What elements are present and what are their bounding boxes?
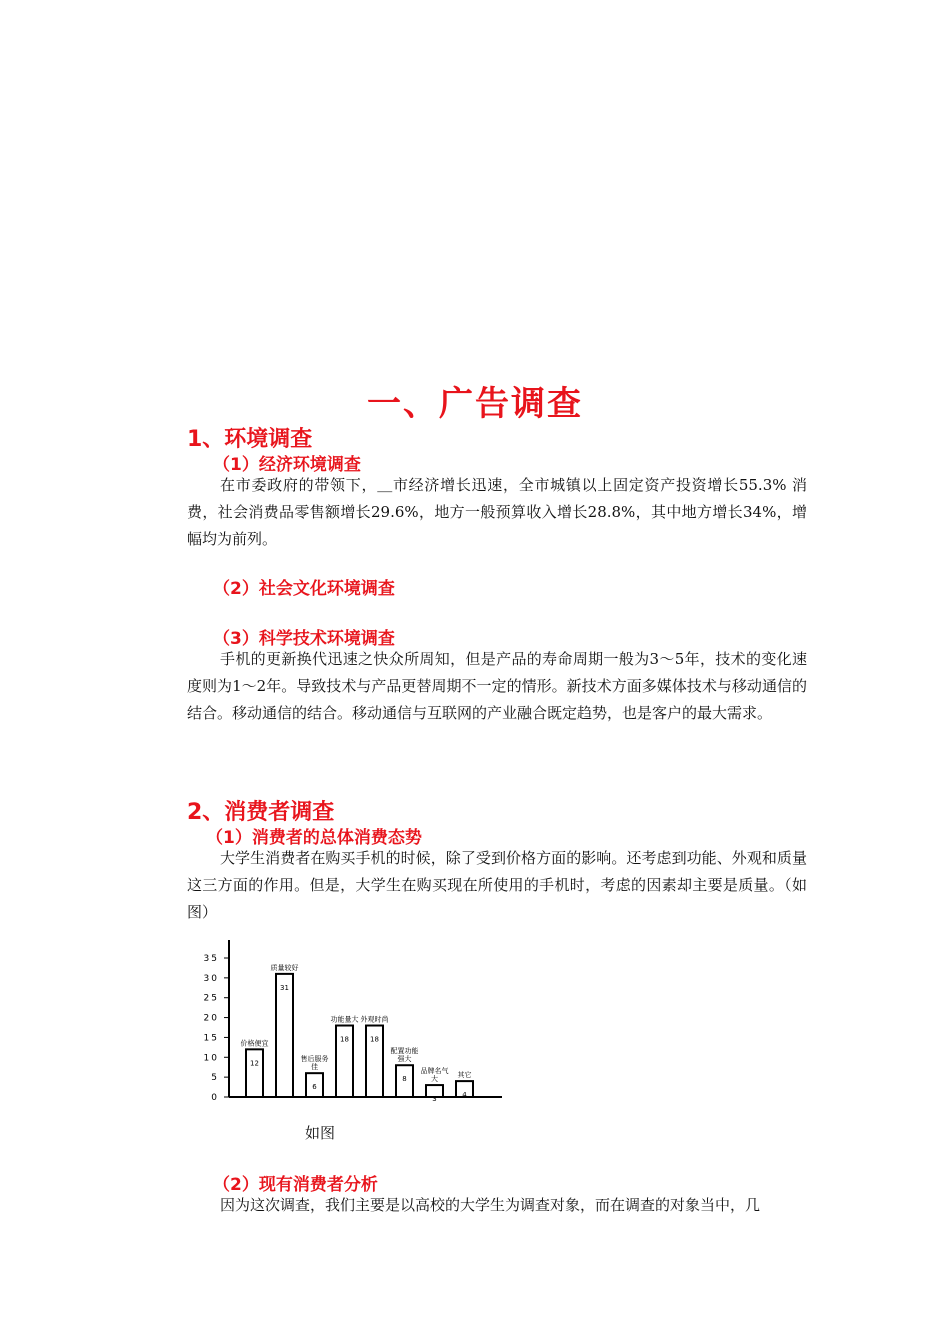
bar-category-label: 配置功能: [390, 1047, 419, 1056]
bar-value-label: 18: [370, 1035, 379, 1044]
y-tick-label: 25: [203, 993, 219, 1004]
bar-category-label: 佳: [311, 1063, 318, 1072]
y-tick-label: 10: [203, 1053, 219, 1064]
bar-category-label: 价格便宜: [240, 1039, 269, 1048]
page-title: 一、广告调查: [367, 384, 583, 424]
bar: [246, 1049, 263, 1097]
y-tick-label: 20: [203, 1013, 219, 1024]
bar-category-label: 质量较好: [270, 963, 299, 972]
bar-value-label: 8: [402, 1075, 407, 1084]
subheading-existing-consumers: （2）现有消费者分析: [213, 1175, 378, 1195]
bar-category-label: 强大: [397, 1055, 412, 1064]
paragraph-existing-consumers: 因为这次调查，我们主要是以高校的大学生为调查对象，而在调查的对象当中，几: [220, 1196, 761, 1214]
bar-category-label: 功能量大: [330, 1015, 359, 1024]
chart-caption: 如图: [305, 1124, 336, 1142]
subheading-economic: （1）经济环境调查: [213, 455, 361, 475]
paragraph-consumer-trend: 大学生消费者在购买手机的时候，除了受到价格方面的影响。还考虑到功能、外观和质量这三方面的作用。但是，大学生在购买现在所使用的手机时，考虑的因素却主要是质量。（如图）: [187, 849, 807, 921]
bar-value-label: 12: [250, 1059, 259, 1068]
subheading-technology: （3）科学技术环境调查: [213, 629, 395, 649]
bar-value-label: 31: [280, 983, 289, 992]
bar: [276, 974, 293, 1097]
section-heading-environment: 1、环境调查: [187, 427, 313, 452]
y-tick-label: 30: [203, 973, 219, 984]
bar-category-label: 售后服务: [300, 1055, 329, 1064]
bar-category-label: 外观时尚: [360, 1015, 389, 1024]
y-tick-label: 15: [203, 1033, 219, 1044]
paragraph-technology: 手机的更新换代迅速之快众所周知，但是产品的寿命周期一般为3～5年，技术的变化速度则为1～2年。导致技术与产品更替周期不一定的情形。新技术方面多媒体技术与移动通信的结合。移动通信的结合。移动通信与互联网的产业融合既定趋势，也是客户的最大需求。: [187, 650, 807, 722]
bar-category-label: 其它: [457, 1071, 472, 1080]
bar-value-label: 4: [462, 1091, 467, 1100]
y-tick-label: 35: [203, 954, 219, 964]
y-tick-label: 5: [211, 1073, 219, 1084]
section-heading-consumer: 2、消费者调查: [187, 800, 335, 825]
bar-value-label: 3: [432, 1095, 437, 1104]
y-tick-label: 0: [211, 1093, 219, 1103]
subheading-consumer-trend: （1）消费者的总体消费态势: [206, 828, 422, 848]
bar-value-label: 18: [340, 1035, 349, 1044]
paragraph-economic: 在市委政府的带领下，＿市经济增长迅速，全市城镇以上固定资产投资增长55.3% 消费，社会消费品零售额增长29.6%，地方一般预算收入增长28.8%，其中地方增长34%，增幅均为前列。: [187, 476, 807, 548]
bar-category-label: 大: [431, 1075, 438, 1084]
bar-value-label: 6: [312, 1083, 317, 1092]
bar-category-label: 品牌名气: [420, 1067, 449, 1076]
subheading-social-culture: （2）社会文化环境调查: [213, 579, 395, 599]
bar-chart: [200, 935, 510, 1105]
